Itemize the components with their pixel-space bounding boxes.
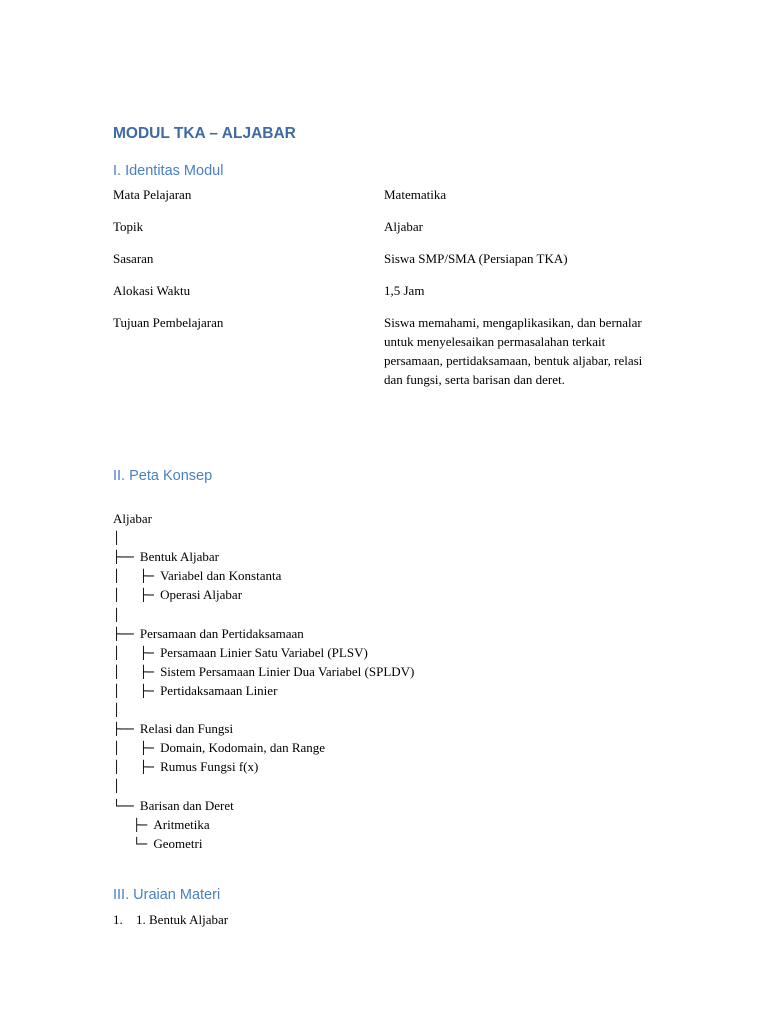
tree-node-label: Barisan dan Deret xyxy=(139,797,234,813)
tree-node-label: Variabel dan Konstanta xyxy=(160,568,282,584)
identity-label: Sasaran xyxy=(113,251,154,266)
tree-line xyxy=(113,547,219,566)
tree-connector: └── xyxy=(113,798,140,813)
tree-line xyxy=(113,719,233,738)
tree-node-label: Persamaan dan Pertidaksamaan xyxy=(139,625,304,641)
tree-connector: │ xyxy=(113,703,120,717)
tree-node-label: Persamaan Linier Satu Variabel (PLSV) xyxy=(160,644,368,660)
tree-line xyxy=(113,738,325,757)
section-heading-uraian-materi: III. Uraian Materi xyxy=(113,887,221,903)
tree-connector: │ ├─ xyxy=(113,588,161,603)
tree-line xyxy=(113,834,202,853)
tree-line xyxy=(113,815,210,834)
section-heading-identitas: I. Identitas Modul xyxy=(113,163,224,179)
tree-node-label: Pertidaksamaan Linier xyxy=(160,682,278,698)
identity-label: Topik xyxy=(113,219,144,234)
list-number: 1. xyxy=(113,912,123,927)
tree-connector: │ ├─ xyxy=(113,683,161,698)
tree-node-label: Operasi Aljabar xyxy=(160,587,243,603)
identity-value: Siswa memahami, mengaplikasikan, dan bernalar untuk menyelesaikan permasalahan terkait persamaan, pertidaksamaan, bentuk aljabar, relasi dan fungsi, serta barisan dan deret. xyxy=(384,315,643,387)
list-item-text: 1. Bentuk Aljabar xyxy=(136,912,229,927)
tree-line xyxy=(113,757,258,776)
tree-node-label: Relasi dan Fungsi xyxy=(139,721,234,737)
tree-node-label: Domain, Kodomain, dan Range xyxy=(160,740,326,756)
tree-line xyxy=(113,681,277,700)
tree-line xyxy=(113,700,120,719)
tree-connector: │ xyxy=(113,531,120,546)
tree-connector: │ ├─ xyxy=(113,569,161,584)
tree-node-label: Aljabar xyxy=(113,511,152,526)
tree-node-label: Geometri xyxy=(153,835,203,851)
tree-connector: │ ├─ xyxy=(113,664,161,679)
identity-label: Tujuan Pembelajaran xyxy=(113,315,224,330)
tree-line xyxy=(113,528,120,547)
tree-line xyxy=(113,643,368,662)
tree-connector: │ ├─ xyxy=(113,741,161,756)
tree-line xyxy=(113,509,152,528)
identity-value: Aljabar xyxy=(384,219,423,234)
tree-line xyxy=(113,624,304,643)
identity-value: Matematika xyxy=(384,187,447,202)
identity-label: Mata Pelajaran xyxy=(113,187,192,202)
tree-line xyxy=(113,605,120,624)
tree-line xyxy=(113,566,281,585)
list-item xyxy=(113,910,228,929)
tree-node-label: Sistem Persamaan Linier Dua Variabel (SPLDV) xyxy=(160,663,415,679)
identity-value: Siswa SMP/SMA (Persiapan TKA) xyxy=(384,251,568,266)
tree-connector: │ ├─ xyxy=(113,645,161,660)
section-heading-peta-konsep: II. Peta Konsep xyxy=(113,468,213,484)
tree-node-label: Aritmetika xyxy=(153,816,210,832)
tree-line xyxy=(113,585,242,604)
tree-connector: ├── xyxy=(113,626,140,641)
identity-label: Alokasi Waktu xyxy=(113,283,191,298)
tree-connector: │ xyxy=(113,779,120,794)
tree-connector: │ xyxy=(113,607,120,622)
tree-connector: ├─ xyxy=(113,817,154,832)
identity-value: 1,5 Jam xyxy=(384,283,425,298)
tree-connector: ├── xyxy=(113,722,140,737)
tree-node-label: Rumus Fungsi f(x) xyxy=(160,759,259,775)
tree-line xyxy=(113,796,234,815)
tree-line xyxy=(113,776,120,795)
tree-connector: ├── xyxy=(113,550,140,565)
tree-line xyxy=(113,662,414,681)
tree-connector: └─ xyxy=(113,836,154,851)
tree-node-label: Bentuk Aljabar xyxy=(139,549,219,565)
document-title: MODUL TKA – ALJABAR xyxy=(113,125,296,142)
tree-connector: │ ├─ xyxy=(113,760,161,775)
